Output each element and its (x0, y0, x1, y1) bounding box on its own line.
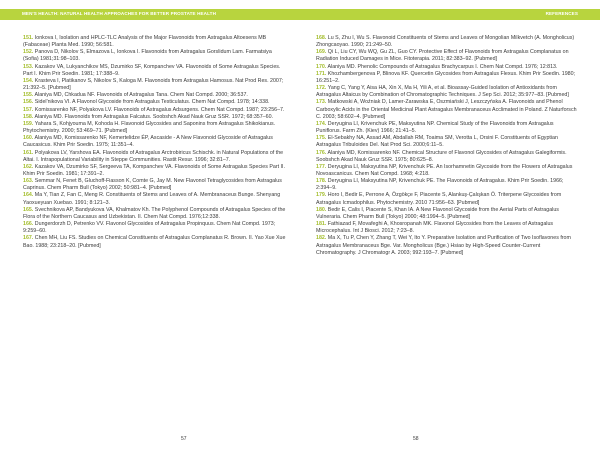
reference-text: Kazakov VA, Lukyanchikov MS, Dzumirko SF, Kompanchev VA. Flavonoids of Some Astragalus Species. Part I. Khim Prir Soedin. 1981; 17:388–9. (23, 63, 281, 77)
reference-number: 163. (23, 178, 34, 185)
reference-entry (23, 135, 286, 149)
reference-number: 168. (316, 35, 327, 41)
reference-number: 153. (23, 63, 34, 70)
reference-entry (23, 78, 286, 92)
reference-text: Krasteva I, Platikanov S, Nikolov S, Kaloga M. Flavonoids from Astragalus Hamosus. Nat Prod Res. 2007; 21:392–5. [Pubmed] (23, 77, 284, 92)
reference-text: Qi L, Liu CY, Wu WQ, Gu ZL, Guo CY. Protective Effect of Flavonoids from Astragalus Complanatus on Radiation Induced Damages in Mice. Fitoterapia. 2011; 82:383–92. [Pubmed] (316, 49, 569, 63)
reference-number: 172. (316, 85, 327, 92)
reference-text: Chen MH, Liu FS. Studies on Chemical Constituents of Astragalus Complanatus R. Brown. II. Yao Xue Xue Bao. 1988; 23:218–20. [Pubmed] (23, 235, 286, 249)
reference-number: 167. (23, 235, 34, 242)
reference-entry (23, 150, 286, 164)
reference-text: Bedir E, Calis I, Piacente S, Khan IA. A New Flavonol Glycoside from the Aerial Parts of Astragalus Vulneraria. Chem Pharm Bull (Tokyo) 2000; 48:1994–5. [Pubmed] (316, 206, 559, 220)
reference-entry (23, 114, 286, 121)
reference-number: 180. (316, 206, 327, 213)
reference-number: 165. (23, 206, 34, 213)
reference-number: 177. (316, 163, 327, 170)
reference-text: Semmar N, Fenet B, Gluchoff-Fiasson K, Comte G, Jay M. New Flavonol Tetraglycosides from Astragalus Caprinus. Chem Pharm Bull (Tokyo) 2002; 50:981–4. [Pubmed] (23, 178, 282, 192)
reference-text: Ma Y, Tian Z, Fan C, Meng R. Constituents of Stems and Leaves of A. Membranaceus Bunge. Shenyang Yaoxueyuan Xuebao. 1991; 8:121–3. (23, 192, 281, 206)
reference-number: 170. (316, 63, 327, 70)
reference-entry (316, 207, 579, 221)
reference-entry (316, 85, 579, 99)
reference-entry (316, 135, 579, 149)
reference-number: 156. (23, 99, 34, 106)
reference-number: 176. (316, 149, 327, 156)
reference-text: Alaniya MD. Flavonoids from Astragalus Falcatus. Soobshch Akad Nauk Gruz SSR. 1972; 68:357–60. (34, 113, 273, 120)
reference-text: Horo I, Bedir E, Perrone A, Özgökçe F, Piacente S, Alankuş-Çalışkan Ö. Triterpene Glycosides from Astragalus Icmadophilus. Phytochemistry. 2010 71:956–63. [Pubmed] (316, 192, 562, 206)
reference-entry (316, 178, 579, 192)
reference-number: 169. (316, 49, 327, 56)
reference-number: 161. (23, 149, 34, 156)
reference-text: Alaniya MD, Chkadua NF. Flavonoids of Astragalus Tana. Chem Nat Compd. 2000; 36:537. (34, 92, 248, 99)
reference-number: 151. (23, 35, 34, 41)
reference-text: Deryugina LI, Maksyutina NP, Krivenchuk PE. The Flavonoids of Astragalus. Khim Prir Soedin. 1966; 2:394–9. (316, 178, 564, 192)
reference-number: 174. (316, 120, 327, 127)
reference-entry (316, 235, 579, 256)
reference-entry (23, 178, 286, 192)
reference-number: 157. (23, 106, 34, 113)
reference-number: 164. (23, 192, 34, 199)
reference-number: 154. (23, 77, 34, 84)
reference-entry (23, 235, 286, 249)
reference-number: 155. (23, 92, 34, 99)
reference-text: Yang C, Yang Y, Aisa HA, Xin X, Ma H, Yili A, et al. Bioassay-Guided Isolation of Antioxidants from Astragalus Altaicus by Combination of Chromatographic Techniques. J Sep Sci. 2012; 35:977–83. [Pubmed] (316, 85, 569, 99)
reference-number: 173. (316, 99, 327, 106)
reference-text: Deryugina LI, Krivenchuk PE, Maksyutina NP. Chemical Study of the Flavonoids from Astragalus Puniflorus. Farm Zh. (Kiev) 1966; 21:41–5. (316, 120, 554, 135)
reference-entry (23, 35, 286, 49)
reference-text: Fathiazad F, Movafeghi A, Khosropanah MK. Flavonol Glycosides from the Leaves of Astragalus Microcephalus. Int J Biosci. 2012; 7:23–8. (316, 221, 554, 235)
reference-number: 166. (23, 221, 34, 228)
reference-text: Panova D, Nikolov S, Elmazova L, Ionkova I. Flavonoids from Astragalus Gorslidum Lam. Farmatsiya (Sofia) 1981;31:98–103. (23, 49, 272, 63)
reference-entry (316, 192, 579, 206)
reference-number: 181. (316, 221, 327, 228)
reference-text: El-Sebakhy NA, Assad AM, Abdallah RM, Toaima SM, Verotta L, Orsini F. Constituents of Egyptian Astragalus Tribuloides Del. Nat Prod Sci. 2000;6:11–5. (316, 135, 558, 149)
right-reference-column (316, 35, 579, 257)
reference-entry (23, 221, 286, 235)
reference-entry (316, 35, 579, 49)
page-number-left: 57 (181, 436, 187, 442)
reference-entry (23, 107, 286, 114)
reference-entry (316, 99, 579, 120)
reference-entry (23, 64, 286, 78)
reference-number: 175. (316, 135, 327, 142)
reference-text: Svechnikova AP, Bandyukova VA, Khalmatov Kh. The Polyphenol Compounds of Astragalus Species of the Flora of the Northern Caucasus and Uzbekistan. II. Chem Nat Compd. 1976;12:338. (23, 206, 286, 220)
reference-number: 179. (316, 192, 327, 199)
reference-entry (316, 164, 579, 178)
reference-number: 162. (23, 163, 34, 170)
reference-entry (316, 49, 579, 63)
reference-entry (23, 121, 286, 135)
section-title: REFERENCES (545, 10, 578, 16)
reference-text: Lu S, Zhu I, Wu S. Flavonoid Constituents of Stems and Leaves of Mongolian Milkvetch (A. Mongholicus) Zhongcaoyao. 1990; 21:249–50. (316, 35, 575, 49)
reference-text: Yahara S, Kohjyouma M, Kohoda H. Flavonoid Glycosides and Saponins from Astragalus Shikokianus. Phytochemistry. 2000; 53:469–71. [Pubmed] (23, 120, 276, 135)
reference-text: Deryugina LI, Maksyutina NP, Krivenchuk PE. An Isorhamnetin Glycoside from the Flowers of Astragalus Novoascanicus. Chem Nat Compd. 1968; 4:218. (316, 163, 573, 177)
reference-number: 158. (23, 113, 34, 120)
reference-text: Ionkova I, Isolation and HPLC-TLC Analysis of the Major Flavonoids from Astragalus Altoesens MB (Fabaceae) Planta Med. 1990; 56:581. (23, 35, 267, 49)
reference-entry (23, 49, 286, 63)
reference-entry (23, 92, 286, 99)
reference-entry (316, 71, 579, 85)
reference-entry (316, 64, 579, 71)
reference-text: Komissarenko NF, Polyakova LV. Flavonoids of Astragalus Adsurgens. Chem Nat Compd. 1987; 23:256–7. (34, 106, 285, 113)
reference-number: 159. (23, 120, 34, 127)
reference-number: 182. (316, 235, 327, 242)
reference-text: Kazakov VA, Dzumirko SF, Sergeeva TA, Kompanchev VA. Flavonoids of Some Astragalus Species Part II. Khim Prir Soedin. 1981; 17:391–2. (23, 163, 285, 177)
reference-number: 160. (23, 135, 34, 142)
reference-number: 171. (316, 70, 327, 77)
reference-number: 178. (316, 178, 327, 185)
reference-text: Dungerdorzh D, Petrenko VV. Flavonol Glycosides of Astragalus Propinquus. Chem Nat Compd. 1973; 9:259–60. (23, 221, 276, 235)
reference-text: Sidel'nikova VI. A Flavonol Glycoside from Astragalus Testiculatus. Chem Nat Compd. 1978; 14:338. (34, 99, 270, 106)
reference-entry (316, 221, 579, 235)
reference-text: Khozhambergenova P, Blinova KF. Quercetin Glycosides from Astragalus Flexus. Khim Prir Soedin. 1980; 16:251–2. (316, 70, 576, 84)
left-reference-column (23, 35, 286, 250)
reference-entry (316, 121, 579, 135)
page-number-right: 58 (413, 436, 419, 442)
reference-text: Alaniya MD, Komissarenko NF, Kemertelidze ÉP, Ascaside - A New Flavonoid Glycoside of Astragalus Caucasicus. Khim Prir Soedin. 1975; 11:351–4. (23, 135, 273, 149)
reference-entry (23, 164, 286, 178)
reference-entry (23, 99, 286, 106)
reference-entry (23, 192, 286, 206)
reference-entry (316, 150, 579, 164)
reference-text: Ma X, Tu P, Chen Y, Zhang T, Wei Y, Ito Y. Preparative Isolation and Purification of Two Isoflavones from Astragalus Membranaceus Bge. Var. Mongholicus (Bge.) Hsiao by High-Speed Counter-Current Chromatography. J Chromatogr A. 2003; 992:193–7. [Pubmed] (316, 235, 571, 256)
reference-text: Matkowski A, Woźniak D, Lamer-Zarawska E, Oszmiański J, Leszczyńska A. Flavonoids and Phenol Carboxylic Acids in the Oriental Medicinal Plant Astragalus Membranaceus Acclimated in Poland. Z Naturforsch C. 2003; 58:602–4. [Pubmed] (316, 99, 577, 120)
reference-text: Polyakova LV, Yarshova EA. Flavonoids of Astragalus Arctrobiricus Schischk. in Natural Populations of the Altai. I. Intrapopulational Variability in Steppe Communities. Rastit Resur. 1996; 32:81–7. (23, 149, 284, 163)
header-bar-left (0, 9, 300, 20)
reference-text: Alaniya MD, Komissarenko NF. Chemical Structure of Flavonol Glycosides of Astragalus Galegiformis. Soobshch Akad Nauk Gruz SSR. 1975; 80:625–8. (316, 149, 567, 163)
reference-text: Alaniya MD. Phenolic Compounds of Astragalus Brachycarpus I. Chem Nat Compd. 1976; 12:813. (327, 63, 558, 70)
reference-entry (23, 207, 286, 221)
running-title: MEN'S HEALTH: NATURAL HEALTH APPROACHES FOR BETTER PROSTATE HEALTH (22, 10, 216, 16)
reference-number: 152. (23, 49, 34, 56)
header-bar-right (300, 9, 600, 20)
